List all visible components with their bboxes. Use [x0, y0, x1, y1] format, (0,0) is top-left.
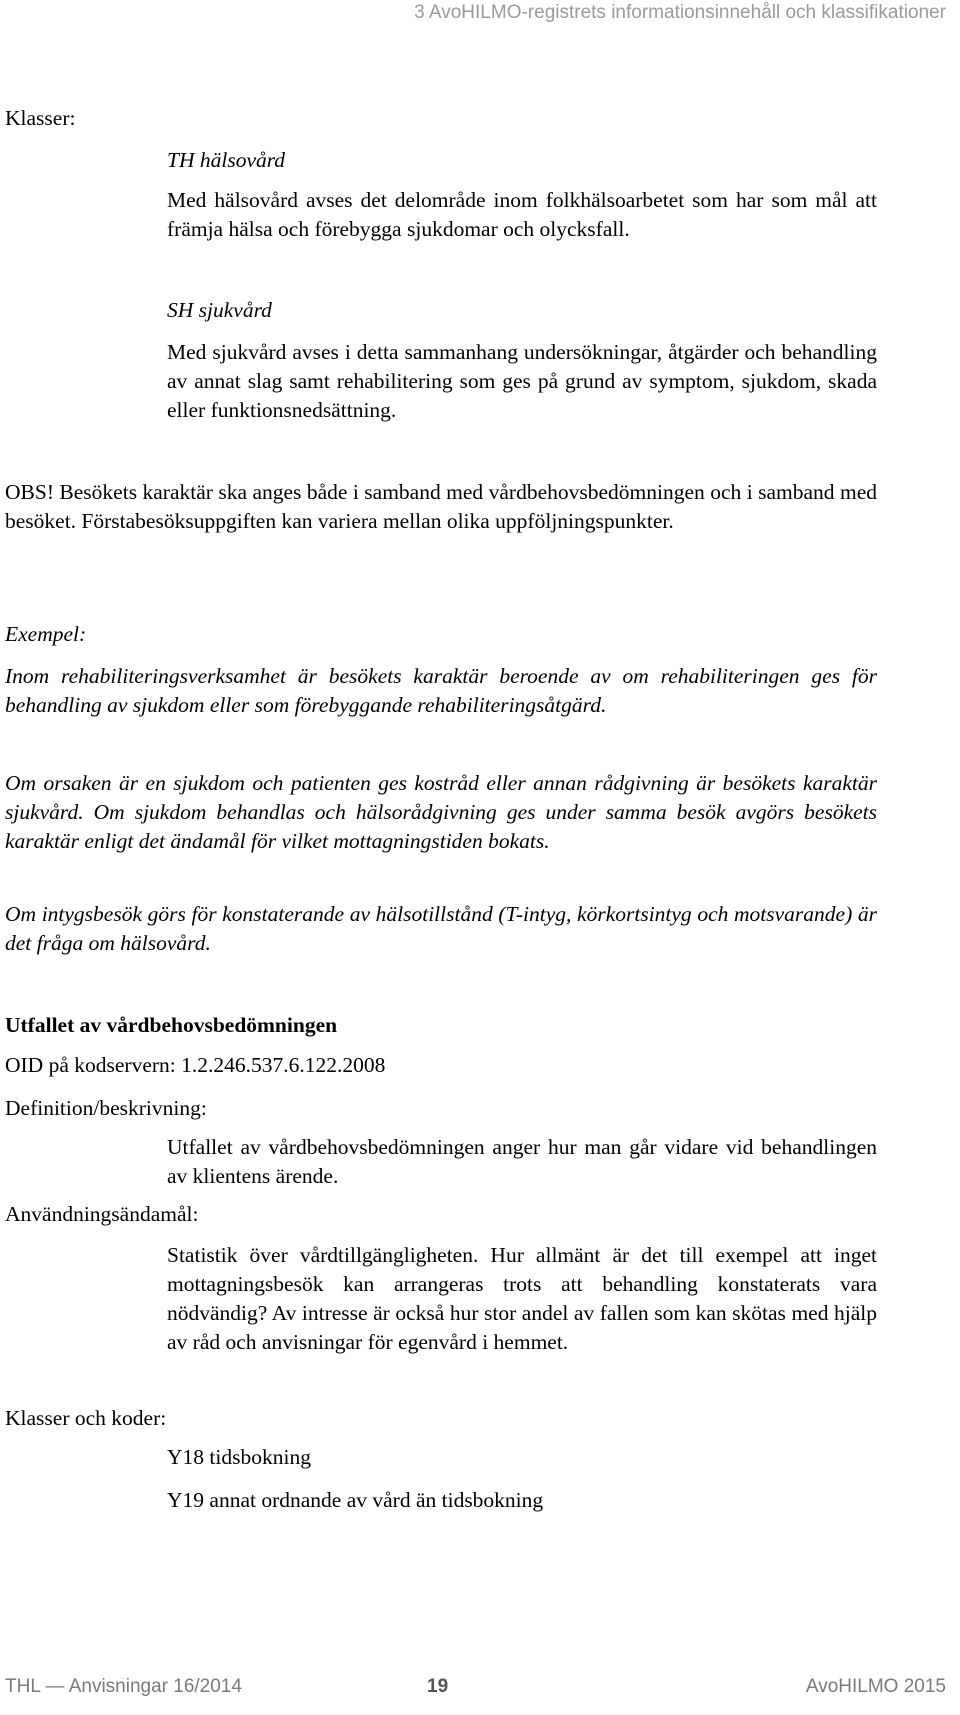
- code-item: Y18 tidsbokning: [167, 1445, 311, 1469]
- obs-note: OBS! Besökets karaktär ska anges både i samband med vårdbehovsbedömningen och i samband med besöket. Förstabesöksuppgiften kan variera mellan olika uppföljningspunkter.: [5, 480, 877, 533]
- purpose-label: Användningsändamål:: [5, 1202, 199, 1226]
- class-th-title: TH hälsovård: [167, 148, 286, 172]
- class-th-description: Med hälsovård avses det delområde inom folkhälsoarbetet som har som mål att främja hälsa och förebygga sjukdomar och olycksfall.: [167, 188, 877, 241]
- example-paragraph-1: Inom rehabiliteringsverksamhet är besökets karaktär beroende av om rehabiliteringen ges för behandling av sjukdom eller som förebyggande rehabiliteringsåtgärd.: [5, 664, 877, 717]
- footer-publication: THL — Anvisningar 16/2014: [5, 1676, 242, 1697]
- code-item: Y19 annat ordnande av vård än tidsbokning: [167, 1488, 544, 1512]
- class-sh-description: Med sjukvård avses i detta sammanhang undersökningar, åtgärder och behandling av annat slag samt rehabilitering som ges på grund av symptom, sjukdom, skada eller funktionsnedsättning.: [167, 340, 877, 422]
- footer-page-number: 19: [427, 1676, 449, 1697]
- purpose-text: Statistik över vårdtillgängligheten. Hur allmänt är det till exempel att inget mottagningsbesök kan arrangeras trots att behandling konstaterats vara nödvändig? Av intresse är också hur stor andel av fallen som kan skötas med hjälp av råd och anvisningar för egenvård i hemmet.: [167, 1243, 877, 1354]
- example-label: Exempel:: [5, 622, 87, 646]
- footer-document: AvoHILMO 2015: [805, 1676, 946, 1697]
- oid-line: OID på kodservern: 1.2.246.537.6.122.2008: [5, 1053, 386, 1077]
- definition-label: Definition/beskrivning:: [5, 1096, 207, 1120]
- section-heading: Utfallet av vårdbehovsbedömningen: [5, 1013, 338, 1037]
- definition-text: Utfallet av vårdbehovsbedömningen anger hur man går vidare vid behandlingen av klientens ärende.: [167, 1135, 877, 1188]
- class-sh-title: SH sjukvård: [167, 298, 272, 322]
- running-header: 3 AvoHILMO-registrets informationsinnehåll och klassifikationer: [414, 2, 946, 23]
- classes-label: Klasser:: [5, 106, 76, 130]
- codes-label: Klasser och koder:: [5, 1406, 167, 1430]
- example-paragraph-2: Om orsaken är en sjukdom och patienten ges kostråd eller annan rådgivning är besökets karaktär sjukvård. Om sjukdom behandlas och hälsorådgivning ges under samma besök avgörs besökets karaktär enligt det ändamål för vilket mottagningstiden bokats.: [5, 771, 877, 853]
- example-paragraph-3: Om intygsbesök görs för konstaterande av hälsotillstånd (T-intyg, körkortsintyg och motsvarande) är det fråga om hälsovård.: [5, 902, 877, 955]
